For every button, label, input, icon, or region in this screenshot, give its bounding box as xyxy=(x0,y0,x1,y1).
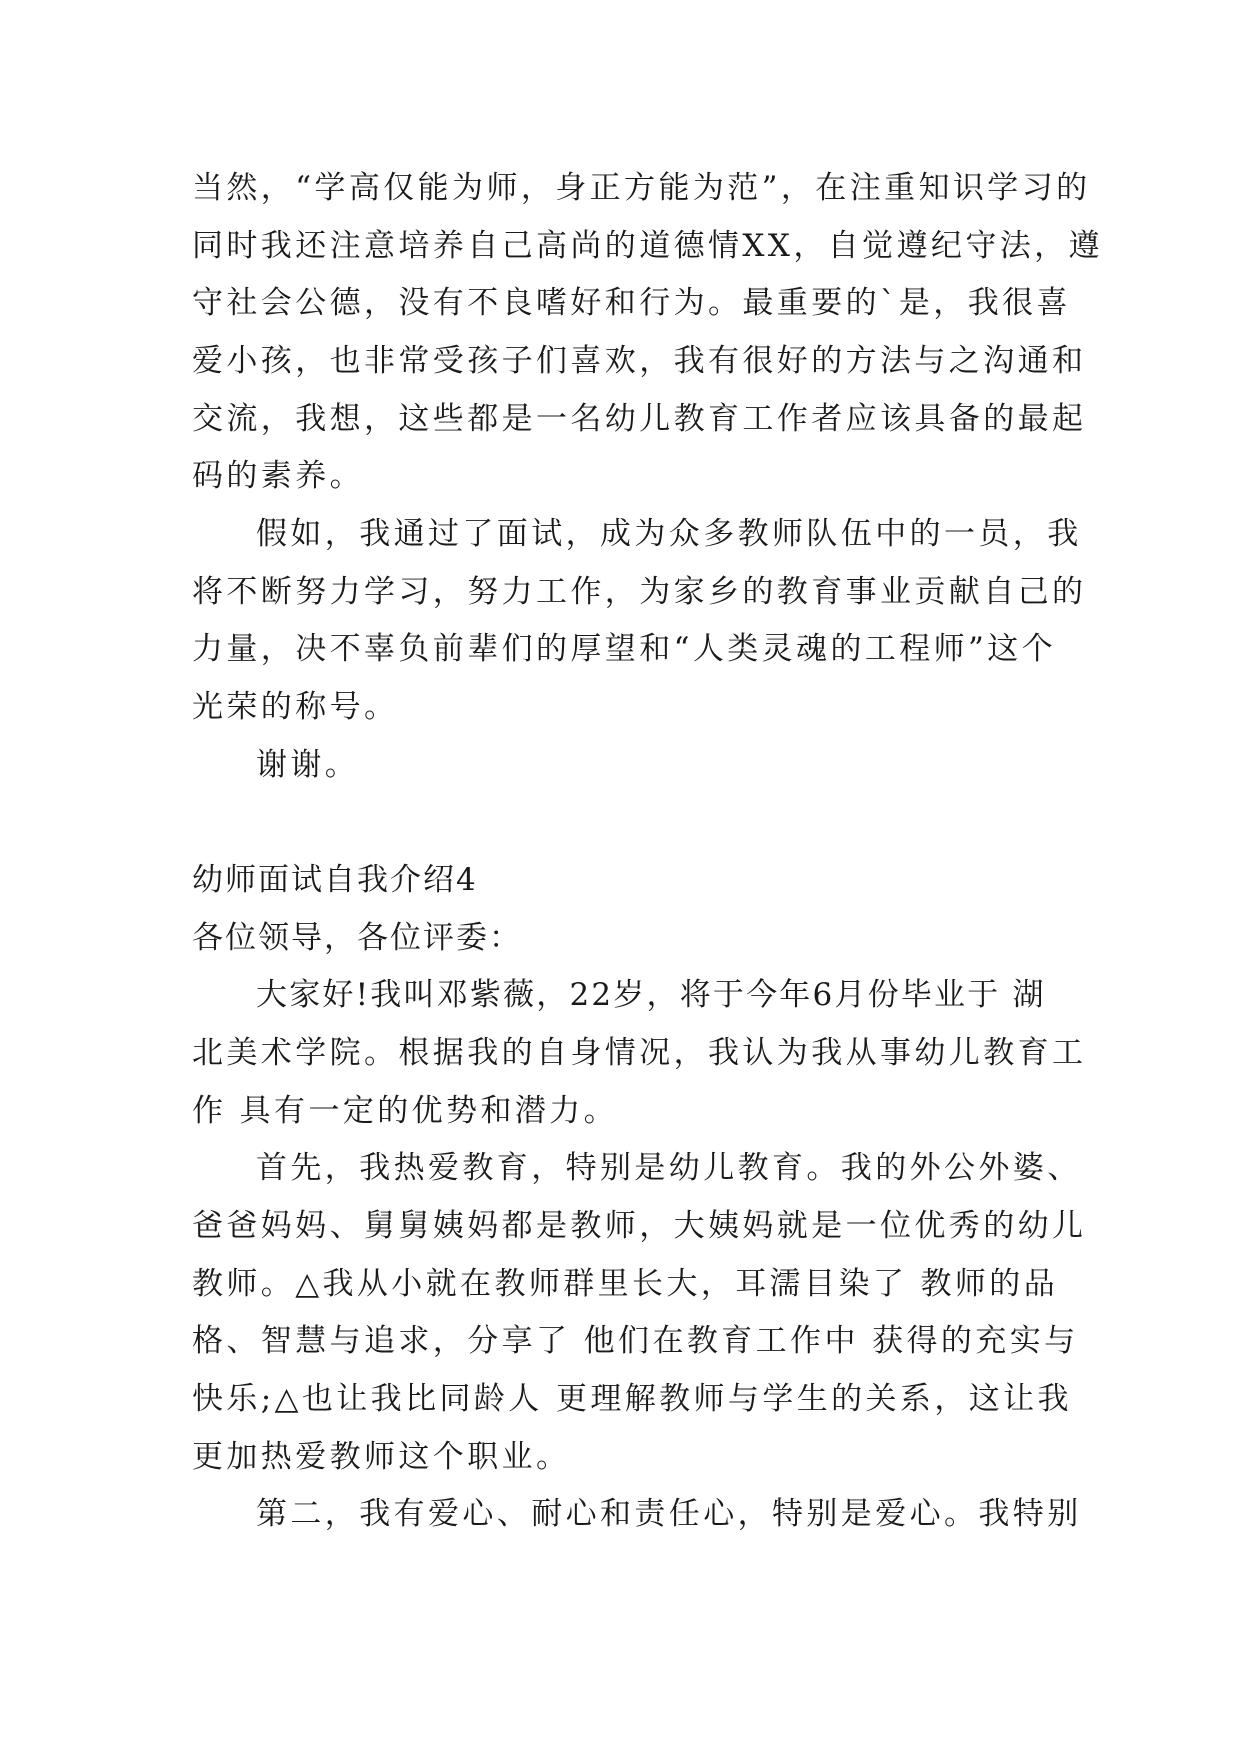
paragraph-line: 码的素养。 xyxy=(192,458,364,494)
paragraph-line: 同时我还注意培养自己高尚的道德情XX，自觉遵纪守法，遵 xyxy=(192,228,1103,264)
paragraph-line: 快乐;△也让我比同龄人 更理解教师与学生的关系，这让我 xyxy=(192,1381,1072,1417)
paragraph-line: 格、智慧与追求，分享了 他们在教育工作中 获得的充实与 xyxy=(192,1323,1079,1359)
paragraph-line: 教师。△我从小就在教师群里长大，耳濡目染了 教师的品 xyxy=(192,1266,1059,1302)
paragraph-line: 首先，我热爱教育，特别是幼儿教育。我的外公外婆、 xyxy=(256,1150,1082,1186)
closing-thanks: 谢谢。 xyxy=(256,747,360,783)
paragraph-line: 第二，我有爱心、耐心和责任心，特别是爱心。我特别 xyxy=(256,1496,1082,1532)
paragraph-line: 力量，决不辜负前辈们的厚望和“人类灵魂的工程师”这个 xyxy=(192,631,1057,667)
paragraph-line: 更加热爱教师这个职业。 xyxy=(192,1439,571,1475)
paragraph-line: 光荣的称号。 xyxy=(192,689,399,725)
paragraph-line: 作 具有一定的优势和潜力。 xyxy=(192,1093,619,1129)
paragraph-line: 爱小孩，也非常受孩子们喜欢，我有很好的方法与之沟通和 xyxy=(192,343,1087,379)
paragraph-line: 守社会公德，没有不良嗜好和行为。最重要的`是，我很喜 xyxy=(192,285,1071,321)
paragraph-line: 将不断努力学习，努力工作，为家乡的教育事业贡献自己的 xyxy=(192,574,1087,610)
paragraph-line: 假如，我通过了面试，成为众多教师队伍中的一员，我 xyxy=(256,516,1082,552)
paragraph-line: 大家好!我叫邓紫薇，22岁，将于今年6月份毕业于 湖 xyxy=(256,977,1046,1013)
greeting: 各位领导，各位评委： xyxy=(192,920,522,956)
section-title: 幼师面试自我介绍4 xyxy=(192,862,478,898)
paragraph-line: 交流，我想，这些都是一名幼儿教育工作者应该具备的最起 xyxy=(192,401,1087,437)
paragraph-line: 爸爸妈妈、舅舅姨妈都是教师，大姨妈就是一位优秀的幼儿 xyxy=(192,1208,1087,1244)
paragraph-line: 北美术学院。根据我的自身情况，我认为我从事幼儿教育工 xyxy=(192,1035,1087,1071)
paragraph-line: 当然，“学高仅能为师，身正方能为范”，在注重知识学习的 xyxy=(192,170,1091,206)
